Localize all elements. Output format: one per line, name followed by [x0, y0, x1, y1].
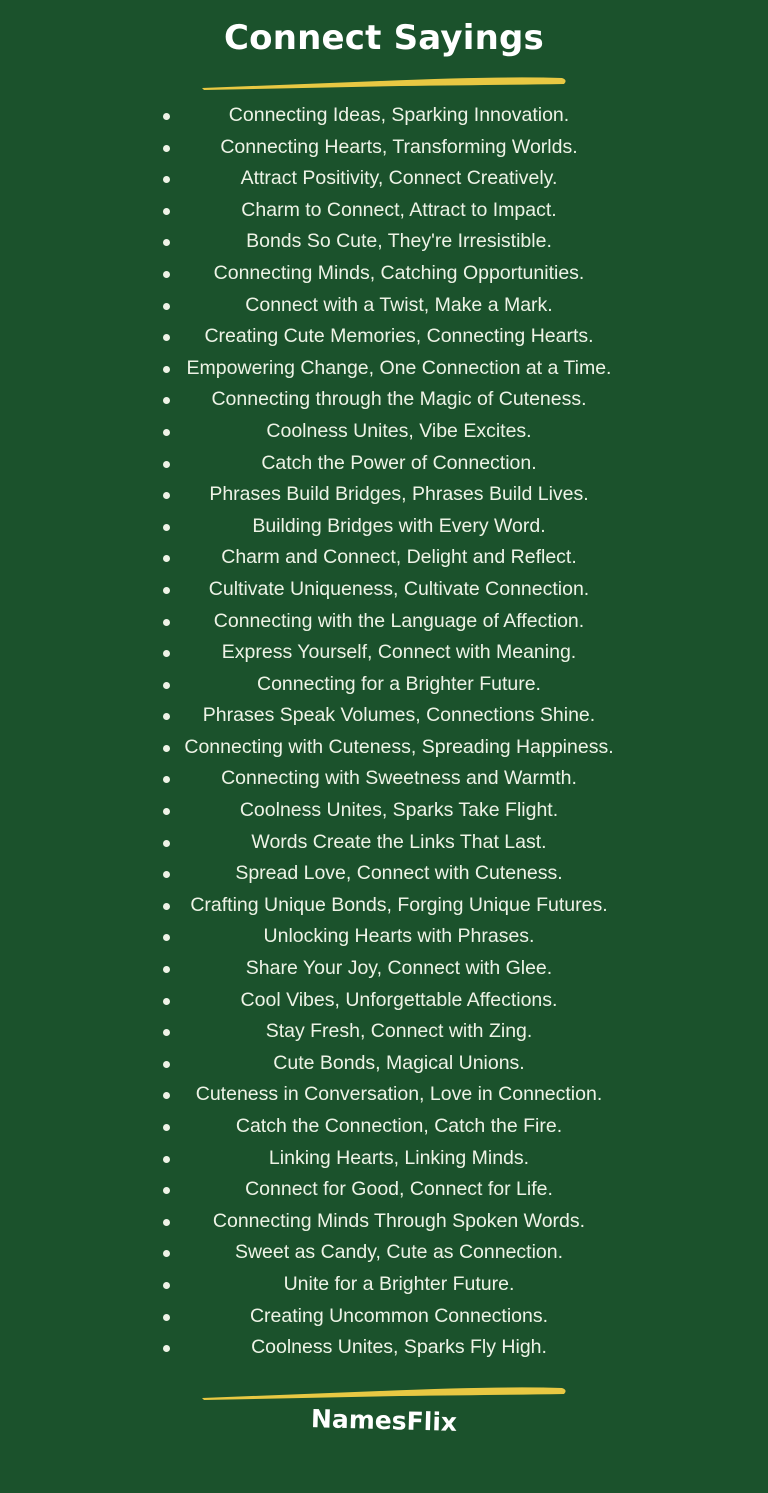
saying-text: Phrases Build Bridges, Phrases Build Lives.: [209, 483, 589, 506]
bullet-icon: [163, 1250, 170, 1257]
list-item: [0, 448, 768, 480]
saying-text: Sweet as Candy, Cute as Connection.: [234, 1241, 564, 1264]
bullet-icon: [163, 871, 170, 878]
saying-text: Catch the Power of Connection.: [261, 451, 537, 474]
list-item: [0, 542, 768, 574]
saying-text: Connecting through the Magic of Cuteness.: [211, 388, 587, 411]
bullet-icon: [163, 239, 170, 246]
bullet-icon: [163, 1345, 170, 1352]
bullet-icon: [163, 429, 170, 436]
saying-text: Catch the Connection, Catch the Fire.: [235, 1115, 563, 1137]
list-item: [0, 384, 768, 416]
list-item: [0, 985, 768, 1017]
saying-text: Crafting Unique Bonds, Forging Unique Futures.: [190, 893, 608, 916]
bullet-icon: [163, 397, 170, 404]
list-item: [0, 637, 768, 669]
list-item: [0, 795, 768, 827]
bullet-icon: [163, 1187, 170, 1194]
saying-text: Charm and Connect, Delight and Reflect.: [221, 546, 577, 569]
saying-text: Cultivate Uniqueness, Cultivate Connection.: [208, 577, 590, 600]
saying-text: Connect for Good, Connect for Life.: [245, 1178, 553, 1201]
brand-logo-text: NamesFlix: [310, 1404, 458, 1437]
bullet-icon: [163, 555, 170, 562]
bullet-icon: [163, 303, 170, 310]
bullet-icon: [163, 334, 170, 341]
bullet-icon: [163, 1156, 170, 1163]
list-item: [0, 479, 768, 511]
bullet-icon: [163, 808, 170, 815]
list-item: [0, 132, 768, 164]
saying-text: Spread Love, Connect with Cuteness.: [235, 862, 563, 885]
saying-text: Cool Vibes, Unforgettable Affections.: [240, 988, 558, 1011]
bullet-icon: [163, 840, 170, 847]
bullet-icon: [163, 271, 170, 278]
saying-text: Connecting Minds, Catching Opportunities.: [213, 261, 585, 284]
list-item: [0, 606, 768, 638]
saying-text: Unlocking Hearts with Phrases.: [263, 925, 535, 948]
list-item: [0, 921, 768, 953]
saying-text: Creating Uncommon Connections.: [249, 1304, 549, 1327]
bullet-icon: [163, 745, 170, 752]
list-item: [0, 1301, 768, 1333]
list-item: [0, 100, 768, 132]
saying-text: Connecting with Cuteness, Spreading Happiness.: [184, 735, 614, 758]
list-item: [0, 574, 768, 606]
bullet-icon: [163, 587, 170, 594]
list-item: [0, 1332, 768, 1364]
list-item: [0, 258, 768, 290]
saying-text: Coolness Unites, Vibe Excites.: [266, 419, 532, 442]
bullet-icon: [163, 776, 170, 783]
saying-text: Building Bridges with Every Word.: [252, 514, 546, 537]
list-item: [0, 953, 768, 985]
page-title: Connect Sayings: [223, 18, 544, 58]
saying-text: Connecting with the Language of Affection.: [213, 609, 585, 632]
bullet-icon: [163, 682, 170, 689]
list-item: [0, 321, 768, 353]
saying-text: Stay Fresh, Connect with Zing.: [265, 1020, 533, 1043]
saying-text: Linking Hearts, Linking Minds.: [268, 1146, 530, 1169]
bullet-icon: [163, 650, 170, 657]
list-item: [0, 1269, 768, 1301]
list-item: [0, 1206, 768, 1238]
list-item: [0, 511, 768, 543]
bullet-icon: [163, 366, 170, 373]
bullet-icon: [163, 966, 170, 973]
saying-text: Charm to Connect, Attract to Impact.: [241, 198, 557, 221]
bullet-icon: [163, 524, 170, 531]
list-item: [0, 1048, 768, 1080]
saying-text: Connecting Ideas, Sparking Innovation.: [228, 104, 570, 126]
saying-text: Creating Cute Memories, Connecting Hearts.: [204, 325, 594, 348]
list-item: [0, 195, 768, 227]
bullet-icon: [163, 934, 170, 941]
saying-text: Cuteness in Conversation, Love in Connection.: [195, 1083, 603, 1106]
bullet-icon: [163, 145, 170, 152]
bullet-icon: [163, 113, 170, 120]
list-item: [0, 763, 768, 795]
list-item: [0, 669, 768, 701]
list-item: [0, 890, 768, 922]
sayings-list: [0, 100, 768, 1364]
bullet-icon: [163, 1282, 170, 1289]
list-item: [0, 1174, 768, 1206]
footer-underline-stroke: [200, 1382, 568, 1402]
saying-text: Share Your Joy, Connect with Glee.: [245, 957, 553, 980]
bullet-icon: [163, 1124, 170, 1131]
bullet-icon: [163, 1029, 170, 1036]
bullet-icon: [163, 1314, 170, 1321]
list-item: [0, 290, 768, 322]
saying-text: Connecting for a Brighter Future.: [257, 672, 541, 695]
saying-text: Phrases Speak Volumes, Connections Shine.: [202, 704, 596, 727]
list-item: [0, 1237, 768, 1269]
list-item: [0, 827, 768, 859]
saying-text: Connecting with Sweetness and Warmth.: [221, 767, 577, 790]
saying-text: Connecting Hearts, Transforming Worlds.: [220, 135, 578, 158]
saying-text: Coolness Unites, Sparks Fly High.: [251, 1336, 547, 1359]
saying-text: Attract Positivity, Connect Creatively.: [240, 167, 558, 190]
bullet-icon: [163, 1219, 170, 1226]
list-item: [0, 226, 768, 258]
list-item: [0, 700, 768, 732]
list-item: [0, 353, 768, 385]
bullet-icon: [163, 461, 170, 468]
bullet-icon: [163, 208, 170, 215]
list-item: [0, 858, 768, 890]
bullet-icon: [163, 1061, 170, 1068]
saying-text: Empowering Change, One Connection at a Time.: [186, 356, 612, 379]
saying-text: Cute Bonds, Magical Unions.: [273, 1051, 525, 1074]
saying-text: Connecting Minds Through Spoken Words.: [212, 1209, 586, 1232]
bullet-icon: [163, 713, 170, 720]
saying-text: Words Create the Links That Last.: [251, 830, 547, 853]
bullet-icon: [163, 903, 170, 910]
bullet-icon: [163, 176, 170, 183]
saying-text: Bonds So Cute, They're Irresistible.: [246, 230, 552, 253]
list-item: [0, 1079, 768, 1111]
saying-text: Express Yourself, Connect with Meaning.: [221, 641, 577, 664]
list-item: [0, 416, 768, 448]
list-item: [0, 163, 768, 195]
list-item: [0, 1143, 768, 1175]
bullet-icon: [163, 492, 170, 499]
list-item: [0, 1111, 768, 1143]
title-underline-stroke: [200, 72, 568, 92]
saying-text: Connect with a Twist, Make a Mark.: [245, 293, 553, 316]
bullet-icon: [163, 619, 170, 626]
saying-text: Unite for a Brighter Future.: [283, 1272, 515, 1295]
list-item: [0, 732, 768, 764]
saying-text: Coolness Unites, Sparks Take Flight.: [239, 799, 559, 822]
list-item: [0, 1016, 768, 1048]
bullet-icon: [163, 998, 170, 1005]
